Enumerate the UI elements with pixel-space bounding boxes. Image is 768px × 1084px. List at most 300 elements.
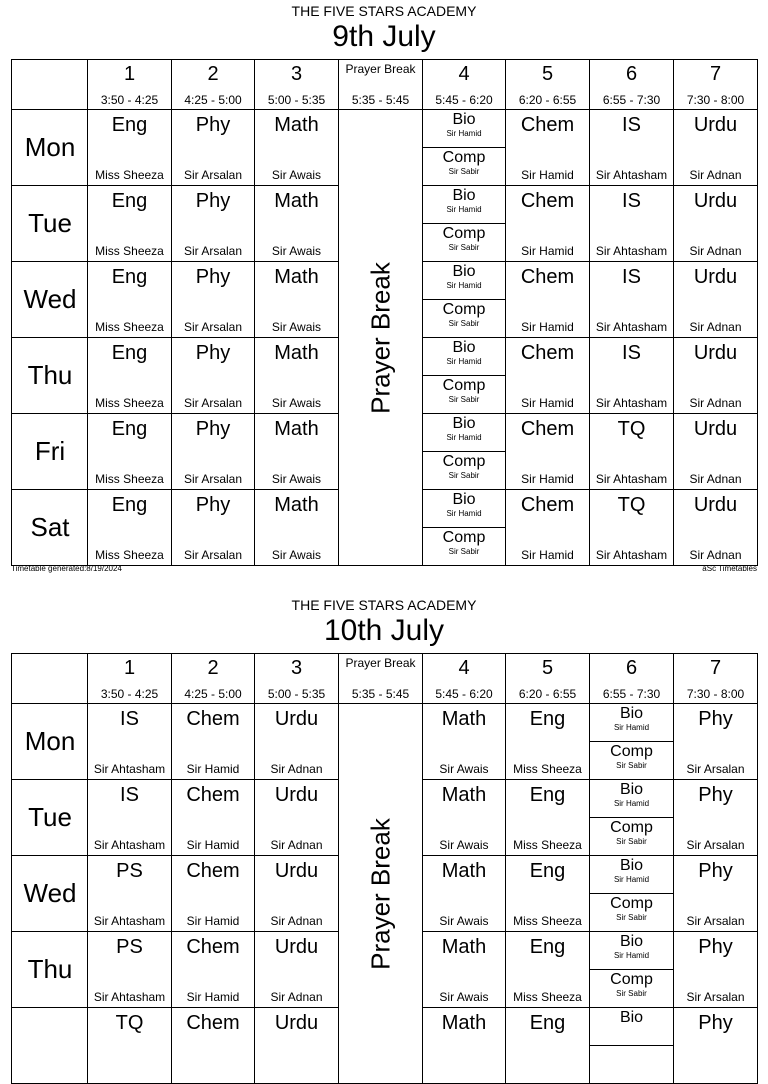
subject: Bio	[452, 263, 476, 280]
subject: IS	[120, 708, 139, 730]
subject: Math	[274, 266, 319, 288]
teacher: Sir Hamid	[186, 914, 240, 928]
teacher: Sir Sabir	[448, 167, 480, 176]
lesson-cell	[255, 932, 339, 1008]
period-header	[423, 654, 506, 704]
teacher: Sir Ahtasham	[93, 990, 166, 1004]
teacher: Sir Ahtasham	[595, 472, 668, 486]
period-time: 5:35 - 5:45	[351, 93, 410, 107]
lesson-cell	[506, 110, 590, 186]
lesson-cell	[172, 338, 255, 414]
lesson-group-b	[423, 376, 505, 413]
class-title: 9th July	[332, 20, 436, 53]
subject: Urdu	[693, 494, 738, 516]
lesson-cell	[506, 704, 590, 780]
subject: Eng	[529, 784, 566, 806]
subject: Bio	[619, 705, 644, 722]
lesson-cell	[590, 932, 674, 1008]
period-number: 6	[625, 63, 638, 85]
period-time: 5:00 - 5:35	[267, 687, 326, 701]
lesson-group-a	[590, 856, 673, 894]
lesson-cell	[506, 186, 590, 262]
subject: IS	[622, 342, 641, 364]
teacher: Sir Sabir	[448, 471, 480, 480]
teacher: Sir Hamid	[446, 509, 482, 518]
subject: Eng	[111, 190, 148, 212]
period-time: 3:50 - 4:25	[100, 687, 159, 701]
lesson-cell	[172, 262, 255, 338]
period-time: 6:55 - 7:30	[602, 687, 661, 701]
subject: Comp	[610, 819, 653, 836]
lesson-cell	[590, 414, 674, 490]
subject: Bio	[452, 187, 476, 204]
lesson-cell	[506, 1008, 590, 1084]
teacher: Miss Sheeza	[95, 396, 164, 410]
subject: Comp	[442, 453, 486, 470]
lesson-group-b	[590, 742, 673, 779]
period-time: 3:50 - 4:25	[100, 93, 159, 107]
subject: Math	[274, 114, 319, 136]
period-header	[172, 654, 255, 704]
lesson-cell	[423, 186, 506, 262]
subject: TQ	[115, 1012, 144, 1034]
subject: Comp	[610, 895, 653, 912]
subject: Urdu	[693, 114, 738, 136]
subject: Chem	[520, 190, 575, 212]
lesson-group-b	[423, 452, 505, 489]
lesson-cell	[506, 338, 590, 414]
teacher: Miss Sheeza	[95, 168, 164, 182]
lesson-cell	[506, 414, 590, 490]
subject: Bio	[619, 1009, 644, 1026]
subject: Math	[274, 190, 319, 212]
subject: Phy	[195, 494, 231, 516]
subject: Comp	[610, 743, 653, 760]
teacher: Sir Hamid	[521, 548, 574, 562]
lesson-group-a	[590, 932, 673, 970]
period-header	[339, 654, 423, 704]
lesson-cell	[674, 780, 758, 856]
lesson-group-b	[590, 894, 673, 931]
lesson-group-a	[423, 110, 505, 148]
day-label: Mon	[12, 704, 88, 780]
teacher: Miss Sheeza	[513, 762, 582, 776]
day-label	[12, 1008, 88, 1084]
subject: Urdu	[274, 860, 319, 882]
teacher: Sir Hamid	[613, 875, 650, 884]
teacher: Sir Awais	[271, 168, 322, 182]
subject: Eng	[111, 114, 148, 136]
day-label: Sat	[12, 490, 88, 566]
teacher: Sir Ahtasham	[93, 838, 166, 852]
lesson-group-b	[590, 970, 673, 1007]
subject: IS	[622, 114, 641, 136]
teacher: Sir Arsalan	[686, 762, 745, 776]
subject: Eng	[529, 1012, 566, 1034]
lesson-cell	[590, 704, 674, 780]
teacher: Sir Hamid	[521, 168, 574, 182]
lesson-cell	[255, 262, 339, 338]
period-time: 5:00 - 5:35	[267, 93, 326, 107]
subject: Urdu	[693, 342, 738, 364]
period-number: 4	[458, 63, 470, 85]
day-label: Thu	[12, 932, 88, 1008]
lesson-group-a	[423, 186, 505, 224]
subject: Eng	[529, 708, 566, 730]
subject: Phy	[195, 190, 231, 212]
school-name: THE FIVE STARS ACADEMY	[291, 3, 477, 19]
day-label: Mon	[12, 110, 88, 186]
teacher: Sir Sabir	[616, 761, 647, 770]
lesson-group-a	[423, 338, 505, 376]
day-label: Fri	[12, 414, 88, 490]
subject: Bio	[452, 339, 476, 356]
teacher: Sir Adnan	[689, 168, 742, 182]
teacher: Sir Hamid	[446, 129, 482, 138]
teacher: Miss Sheeza	[95, 320, 164, 334]
prayer-break-label: Prayer Break	[365, 261, 395, 414]
teacher: Sir Awais	[439, 838, 489, 852]
lesson-cell	[423, 856, 506, 932]
teacher: Sir Adnan	[689, 396, 742, 410]
lesson-cell	[423, 414, 506, 490]
corner-cell	[12, 654, 88, 704]
lesson-cell	[590, 1008, 674, 1084]
period-time: 7:30 - 8:00	[686, 93, 745, 107]
subject: Phy	[195, 114, 231, 136]
day-label: Wed	[12, 262, 88, 338]
lesson-group-a	[423, 490, 505, 528]
teacher: Sir Sabir	[616, 989, 647, 998]
lesson-cell	[506, 262, 590, 338]
period-header	[172, 60, 255, 110]
timetable-grid	[11, 653, 758, 1084]
day-row	[12, 110, 758, 186]
subject: Comp	[442, 301, 486, 318]
period-time: 5:35 - 5:45	[351, 687, 410, 701]
subject: Urdu	[274, 784, 319, 806]
lesson-cell	[590, 186, 674, 262]
lesson-cell	[255, 704, 339, 780]
teacher: Sir Adnan	[689, 548, 742, 562]
lesson-cell	[172, 704, 255, 780]
lesson-cell	[506, 780, 590, 856]
day-label: Wed	[12, 856, 88, 932]
period-number: 2	[207, 657, 219, 679]
lesson-cell	[674, 110, 758, 186]
lesson-cell	[255, 338, 339, 414]
subject: Eng	[111, 418, 148, 440]
lesson-cell	[172, 490, 255, 566]
subject: Math	[441, 936, 487, 958]
period-header	[88, 654, 172, 704]
lesson-cell	[88, 262, 172, 338]
lesson-cell	[88, 856, 172, 932]
generated-note: Timetable generated:8/19/2024	[11, 564, 122, 573]
period-header-row	[12, 60, 758, 110]
prayer-break-label: Prayer Break	[365, 817, 395, 970]
teacher: Sir Sabir	[448, 547, 480, 556]
subject: IS	[120, 784, 139, 806]
subject: Chem	[520, 342, 575, 364]
teacher: Sir Arsalan	[183, 244, 243, 258]
lesson-cell	[590, 262, 674, 338]
subject: Phy	[698, 860, 733, 882]
period-number: 5	[541, 657, 554, 679]
subject: Math	[274, 342, 319, 364]
class-title: 10th July	[323, 614, 445, 647]
lesson-cell	[506, 856, 590, 932]
lesson-group-b	[423, 224, 505, 261]
subject: Math	[441, 708, 487, 730]
period-header	[590, 60, 674, 110]
lesson-cell	[88, 186, 172, 262]
teacher: Sir Hamid	[446, 281, 482, 290]
subject: IS	[622, 190, 641, 212]
prayer-break-cell	[339, 704, 423, 1084]
subject: IS	[622, 266, 641, 288]
teacher: Sir Hamid	[186, 838, 240, 852]
lesson-group-b	[590, 1046, 673, 1083]
period-time: 6:55 - 7:30	[602, 93, 661, 107]
teacher: Sir Ahtasham	[93, 762, 166, 776]
prayer-break-cell	[339, 110, 423, 566]
lesson-cell	[172, 1008, 255, 1084]
subject: Eng	[529, 860, 566, 882]
lesson-cell	[674, 186, 758, 262]
lesson-cell	[88, 932, 172, 1008]
subject: Eng	[529, 936, 566, 958]
subject: Phy	[698, 1012, 733, 1034]
subject: TQ	[617, 494, 646, 516]
subject: Phy	[698, 708, 733, 730]
corner-cell	[12, 60, 88, 110]
teacher: Sir Sabir	[616, 913, 647, 922]
subject: Chem	[186, 784, 240, 806]
lesson-cell	[172, 856, 255, 932]
day-label: Thu	[12, 338, 88, 414]
lesson-cell	[172, 110, 255, 186]
period-header	[674, 654, 758, 704]
subject: Phy	[195, 418, 231, 440]
subject: Comp	[442, 529, 486, 546]
teacher: Sir Hamid	[186, 762, 240, 776]
lesson-cell	[255, 414, 339, 490]
subject: Phy	[195, 342, 231, 364]
subject: Math	[441, 1012, 487, 1034]
subject: Bio	[619, 933, 644, 950]
lesson-cell	[172, 780, 255, 856]
teacher: Miss Sheeza	[95, 472, 164, 486]
period-time: 7:30 - 8:00	[686, 687, 745, 701]
teacher: Sir Arsalan	[183, 320, 243, 334]
lesson-group-a	[423, 262, 505, 300]
subject: Phy	[195, 266, 231, 288]
subject: Eng	[111, 494, 148, 516]
teacher: Sir Awais	[439, 990, 489, 1004]
period-number: Prayer Break	[345, 62, 416, 76]
lesson-cell	[423, 1008, 506, 1084]
lesson-cell	[590, 490, 674, 566]
period-number: 7	[709, 63, 722, 85]
period-number: 3	[290, 63, 303, 85]
subject: Chem	[186, 1012, 240, 1034]
subject: Eng	[111, 266, 148, 288]
teacher: Sir Sabir	[448, 319, 480, 328]
subject: Phy	[698, 784, 733, 806]
subject: PS	[116, 860, 143, 882]
teacher: Sir Awais	[439, 762, 489, 776]
lesson-cell	[423, 338, 506, 414]
lesson-cell	[172, 186, 255, 262]
teacher: Sir Hamid	[613, 723, 650, 732]
lesson-cell	[255, 1008, 339, 1084]
period-number: 2	[207, 63, 219, 85]
lesson-cell	[255, 110, 339, 186]
subject: Chem	[520, 114, 575, 136]
subject: Bio	[619, 857, 644, 874]
lesson-group-a	[423, 414, 505, 452]
subject: Bio	[619, 781, 644, 798]
subject: Comp	[442, 377, 486, 394]
lesson-cell	[506, 932, 590, 1008]
period-header-row	[12, 654, 758, 704]
lesson-cell	[88, 704, 172, 780]
subject: Chem	[520, 418, 575, 440]
teacher: Sir Hamid	[446, 205, 482, 214]
teacher: Sir Arsalan	[183, 396, 243, 410]
teacher: Sir Hamid	[521, 472, 574, 486]
teacher: Sir Arsalan	[183, 168, 243, 182]
teacher: Sir Adnan	[270, 990, 323, 1004]
lesson-cell	[674, 262, 758, 338]
period-time: 6:20 - 6:55	[518, 687, 577, 701]
subject: Chem	[520, 494, 575, 516]
software-credit: aSc Timetables	[702, 564, 757, 573]
teacher: Sir Hamid	[521, 320, 574, 334]
teacher: Sir Hamid	[446, 433, 482, 442]
teacher: Sir Hamid	[613, 799, 650, 808]
period-number: 1	[123, 63, 136, 85]
lesson-group-b	[423, 300, 505, 337]
subject: Urdu	[693, 418, 738, 440]
subject: Bio	[452, 491, 476, 508]
period-time: 4:25 - 5:00	[184, 687, 242, 701]
lesson-cell	[255, 490, 339, 566]
lesson-cell	[590, 338, 674, 414]
period-header	[255, 60, 339, 110]
teacher: Sir Adnan	[689, 244, 742, 258]
period-time: 6:20 - 6:55	[518, 93, 577, 107]
subject: Comp	[610, 971, 653, 988]
teacher: Sir Adnan	[270, 838, 323, 852]
period-number: 6	[625, 657, 638, 679]
lesson-cell	[674, 856, 758, 932]
subject: Math	[274, 418, 319, 440]
teacher: Sir Adnan	[689, 320, 742, 334]
period-header	[339, 60, 423, 110]
teacher: Miss Sheeza	[513, 914, 582, 928]
lesson-cell	[423, 262, 506, 338]
lesson-cell	[423, 490, 506, 566]
lesson-cell	[423, 110, 506, 186]
day-label: Tue	[12, 186, 88, 262]
teacher: Sir Hamid	[613, 951, 650, 960]
subject: Eng	[111, 342, 148, 364]
lesson-cell	[506, 490, 590, 566]
lesson-group-a	[590, 780, 673, 818]
subject: Comp	[442, 149, 486, 166]
lesson-cell	[590, 110, 674, 186]
period-time: 5:45 - 6:20	[435, 687, 493, 701]
lesson-cell	[674, 1008, 758, 1084]
teacher: Miss Sheeza	[95, 244, 164, 258]
lesson-cell	[88, 490, 172, 566]
lesson-group-a	[590, 704, 673, 742]
teacher: Sir Ahtasham	[595, 548, 668, 562]
day-label: Tue	[12, 780, 88, 856]
teacher: Sir Awais	[271, 320, 322, 334]
lesson-cell	[88, 780, 172, 856]
lesson-group-a	[590, 1008, 673, 1046]
teacher: Sir Arsalan	[686, 838, 745, 852]
period-number: 4	[458, 657, 470, 679]
teacher: Sir Hamid	[521, 396, 574, 410]
subject: Urdu	[693, 190, 738, 212]
teacher: Sir Ahtasham	[595, 244, 668, 258]
teacher: Sir Ahtasham	[595, 396, 668, 410]
lesson-group-b	[590, 818, 673, 855]
teacher: Sir Ahtasham	[595, 320, 668, 334]
lesson-cell	[590, 780, 674, 856]
lesson-cell	[674, 338, 758, 414]
teacher: Sir Sabir	[448, 395, 480, 404]
lesson-cell	[172, 932, 255, 1008]
period-header	[506, 654, 590, 704]
period-header	[88, 60, 172, 110]
lesson-cell	[255, 780, 339, 856]
subject: Chem	[186, 936, 240, 958]
teacher: Sir Hamid	[446, 357, 482, 366]
teacher: Sir Adnan	[689, 472, 742, 486]
period-header	[506, 60, 590, 110]
period-header	[590, 654, 674, 704]
lesson-cell	[674, 932, 758, 1008]
lesson-cell	[88, 414, 172, 490]
timetable-grid	[11, 59, 758, 566]
period-number: 1	[123, 657, 136, 679]
teacher: Sir Ahtasham	[595, 168, 668, 182]
teacher: Sir Arsalan	[183, 472, 243, 486]
lesson-group-b	[423, 528, 505, 565]
school-name: THE FIVE STARS ACADEMY	[291, 597, 477, 613]
teacher: Sir Awais	[271, 396, 322, 410]
period-header	[674, 60, 758, 110]
lesson-cell	[674, 490, 758, 566]
period-number: 5	[541, 63, 554, 85]
teacher: Sir Awais	[439, 914, 489, 928]
lesson-cell	[255, 856, 339, 932]
period-time: 5:45 - 6:20	[435, 93, 493, 107]
teacher: Sir Awais	[271, 548, 322, 562]
teacher: Sir Arsalan	[686, 914, 745, 928]
teacher: Miss Sheeza	[513, 990, 582, 1004]
subject: Chem	[186, 860, 240, 882]
period-number: Prayer Break	[345, 656, 416, 670]
period-header	[423, 60, 506, 110]
lesson-cell	[88, 338, 172, 414]
period-number: 7	[709, 657, 722, 679]
